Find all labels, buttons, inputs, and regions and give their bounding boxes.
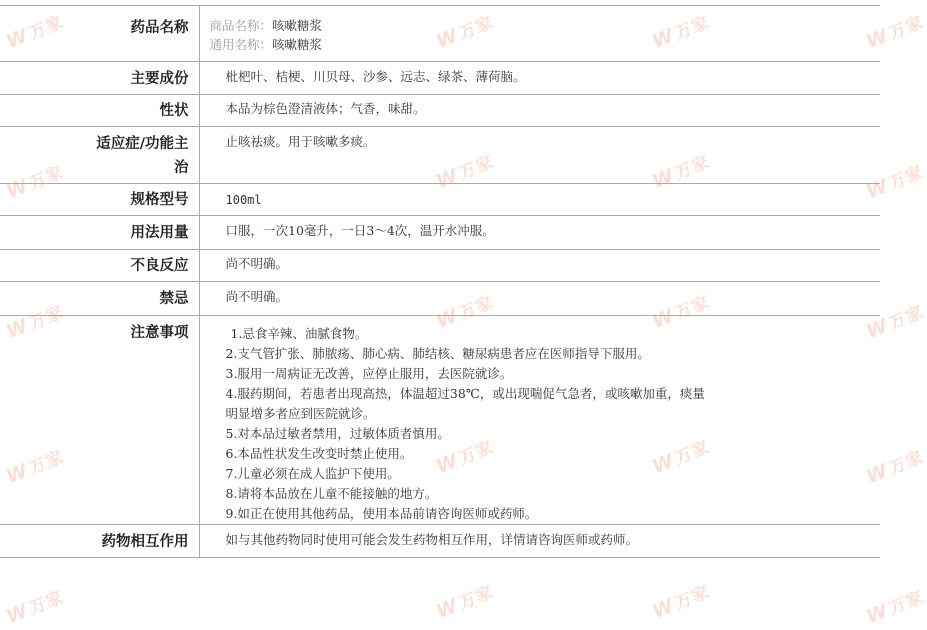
precaution-item: 明显增多者应到医院就诊。 bbox=[225, 406, 376, 421]
row-contraindications bbox=[0, 282, 880, 316]
precaution-item: 3.服用一周病证无改善，应停止服用，去医院就诊。 bbox=[225, 366, 513, 381]
precaution-item: 6.本品性状发生改变时禁止使用。 bbox=[225, 446, 413, 461]
row-precautions bbox=[0, 316, 880, 525]
value-drug-name bbox=[199, 6, 880, 62]
value-spec: 100ml bbox=[199, 184, 880, 216]
value-appearance: 本品为棕色澄清液体；气香，味甜。 bbox=[199, 95, 880, 127]
value-precautions bbox=[199, 316, 880, 525]
row-interactions bbox=[0, 525, 880, 558]
watermark: W万家 bbox=[3, 12, 67, 54]
watermark: W万家 bbox=[863, 162, 927, 204]
watermark: W万家 bbox=[649, 292, 713, 334]
label-interactions: 药物相互作用 bbox=[0, 525, 199, 558]
watermark: W万家 bbox=[433, 12, 497, 54]
trade-name bbox=[210, 16, 881, 35]
value-interactions: 如与其他药物同时使用可能会发生药物相互作用，详情请咨询医师或药师。 bbox=[199, 525, 880, 558]
row-adverse bbox=[0, 250, 880, 282]
row-spec bbox=[0, 184, 880, 216]
watermark: W万家 bbox=[649, 437, 713, 479]
trade-name-value: 咳嗽糖浆 bbox=[272, 18, 323, 33]
label-indications-line2: 治 bbox=[174, 160, 189, 176]
watermark: W万家 bbox=[3, 162, 67, 204]
value-usage: 口服，一次10毫升，一日3～4次，温开水冲服。 bbox=[199, 216, 880, 250]
watermark: W万家 bbox=[649, 152, 713, 194]
precaution-item: 1.忌食辛辣、油腻食物。 bbox=[230, 326, 368, 341]
watermark: W万家 bbox=[863, 12, 927, 54]
label-drug-name: 药品名称 bbox=[0, 6, 199, 62]
row-ingredients bbox=[0, 62, 880, 95]
label-appearance: 性状 bbox=[0, 95, 199, 127]
precaution-item: 2.支气管扩张、肺脓疡、肺心病、肺结核、糖尿病患者应在医师指导下服用。 bbox=[225, 346, 650, 361]
watermark: W万家 bbox=[433, 582, 497, 624]
trade-name-key: 商品名称： bbox=[209, 18, 273, 33]
generic-name-key: 通用名称： bbox=[209, 37, 273, 52]
precaution-item: 4.服药期间，若患者出现高热，体温超过38℃，或出现喘促气急者，或咳嗽加重，痰量 bbox=[225, 386, 705, 401]
row-appearance bbox=[0, 95, 880, 127]
label-spec: 规格型号 bbox=[0, 184, 199, 216]
watermark: W万家 bbox=[3, 447, 67, 489]
label-usage: 用法用量 bbox=[0, 216, 199, 250]
value-contraindications: 尚不明确。 bbox=[199, 282, 880, 316]
row-drug-name bbox=[0, 6, 880, 62]
watermark: W万家 bbox=[433, 437, 497, 479]
label-contraindications: 禁忌 bbox=[0, 282, 199, 316]
row-indications bbox=[0, 127, 880, 184]
value-ingredients: 枇杷叶、桔梗、川贝母、沙参、远志、绿茶、薄荷脑。 bbox=[199, 62, 880, 95]
watermark: W万家 bbox=[863, 302, 927, 344]
watermark: W万家 bbox=[433, 152, 497, 194]
row-usage bbox=[0, 216, 880, 250]
generic-name bbox=[210, 35, 881, 54]
precaution-item: 9.如正在使用其他药品，使用本品前请咨询医师或药师。 bbox=[225, 506, 538, 521]
watermark: W万家 bbox=[863, 447, 927, 489]
precaution-item: 8.请将本品放在儿童不能接触的地方。 bbox=[225, 486, 438, 501]
watermark: W万家 bbox=[3, 587, 67, 629]
label-adverse: 不良反应 bbox=[0, 250, 199, 282]
watermark: W万家 bbox=[3, 302, 67, 344]
label-ingredients: 主要成份 bbox=[0, 62, 199, 95]
watermark: W万家 bbox=[649, 582, 713, 624]
label-indications-line1: 适应症/功能主 bbox=[96, 136, 189, 152]
precaution-item: 5.对本品过敏者禁用，过敏体质者慎用。 bbox=[225, 426, 450, 441]
drug-info-table bbox=[0, 5, 880, 558]
watermark: W万家 bbox=[433, 292, 497, 334]
watermark: W万家 bbox=[863, 587, 927, 629]
value-adverse: 尚不明确。 bbox=[199, 250, 880, 282]
label-precautions: 注意事项 bbox=[0, 316, 199, 525]
watermark: W万家 bbox=[649, 12, 713, 54]
generic-name-value: 咳嗽糖浆 bbox=[272, 37, 323, 52]
value-indications: 止咳祛痰。用于咳嗽多痰。 bbox=[199, 127, 880, 184]
label-indications bbox=[0, 127, 199, 184]
precaution-item: 7.儿童必须在成人监护下使用。 bbox=[225, 466, 400, 481]
